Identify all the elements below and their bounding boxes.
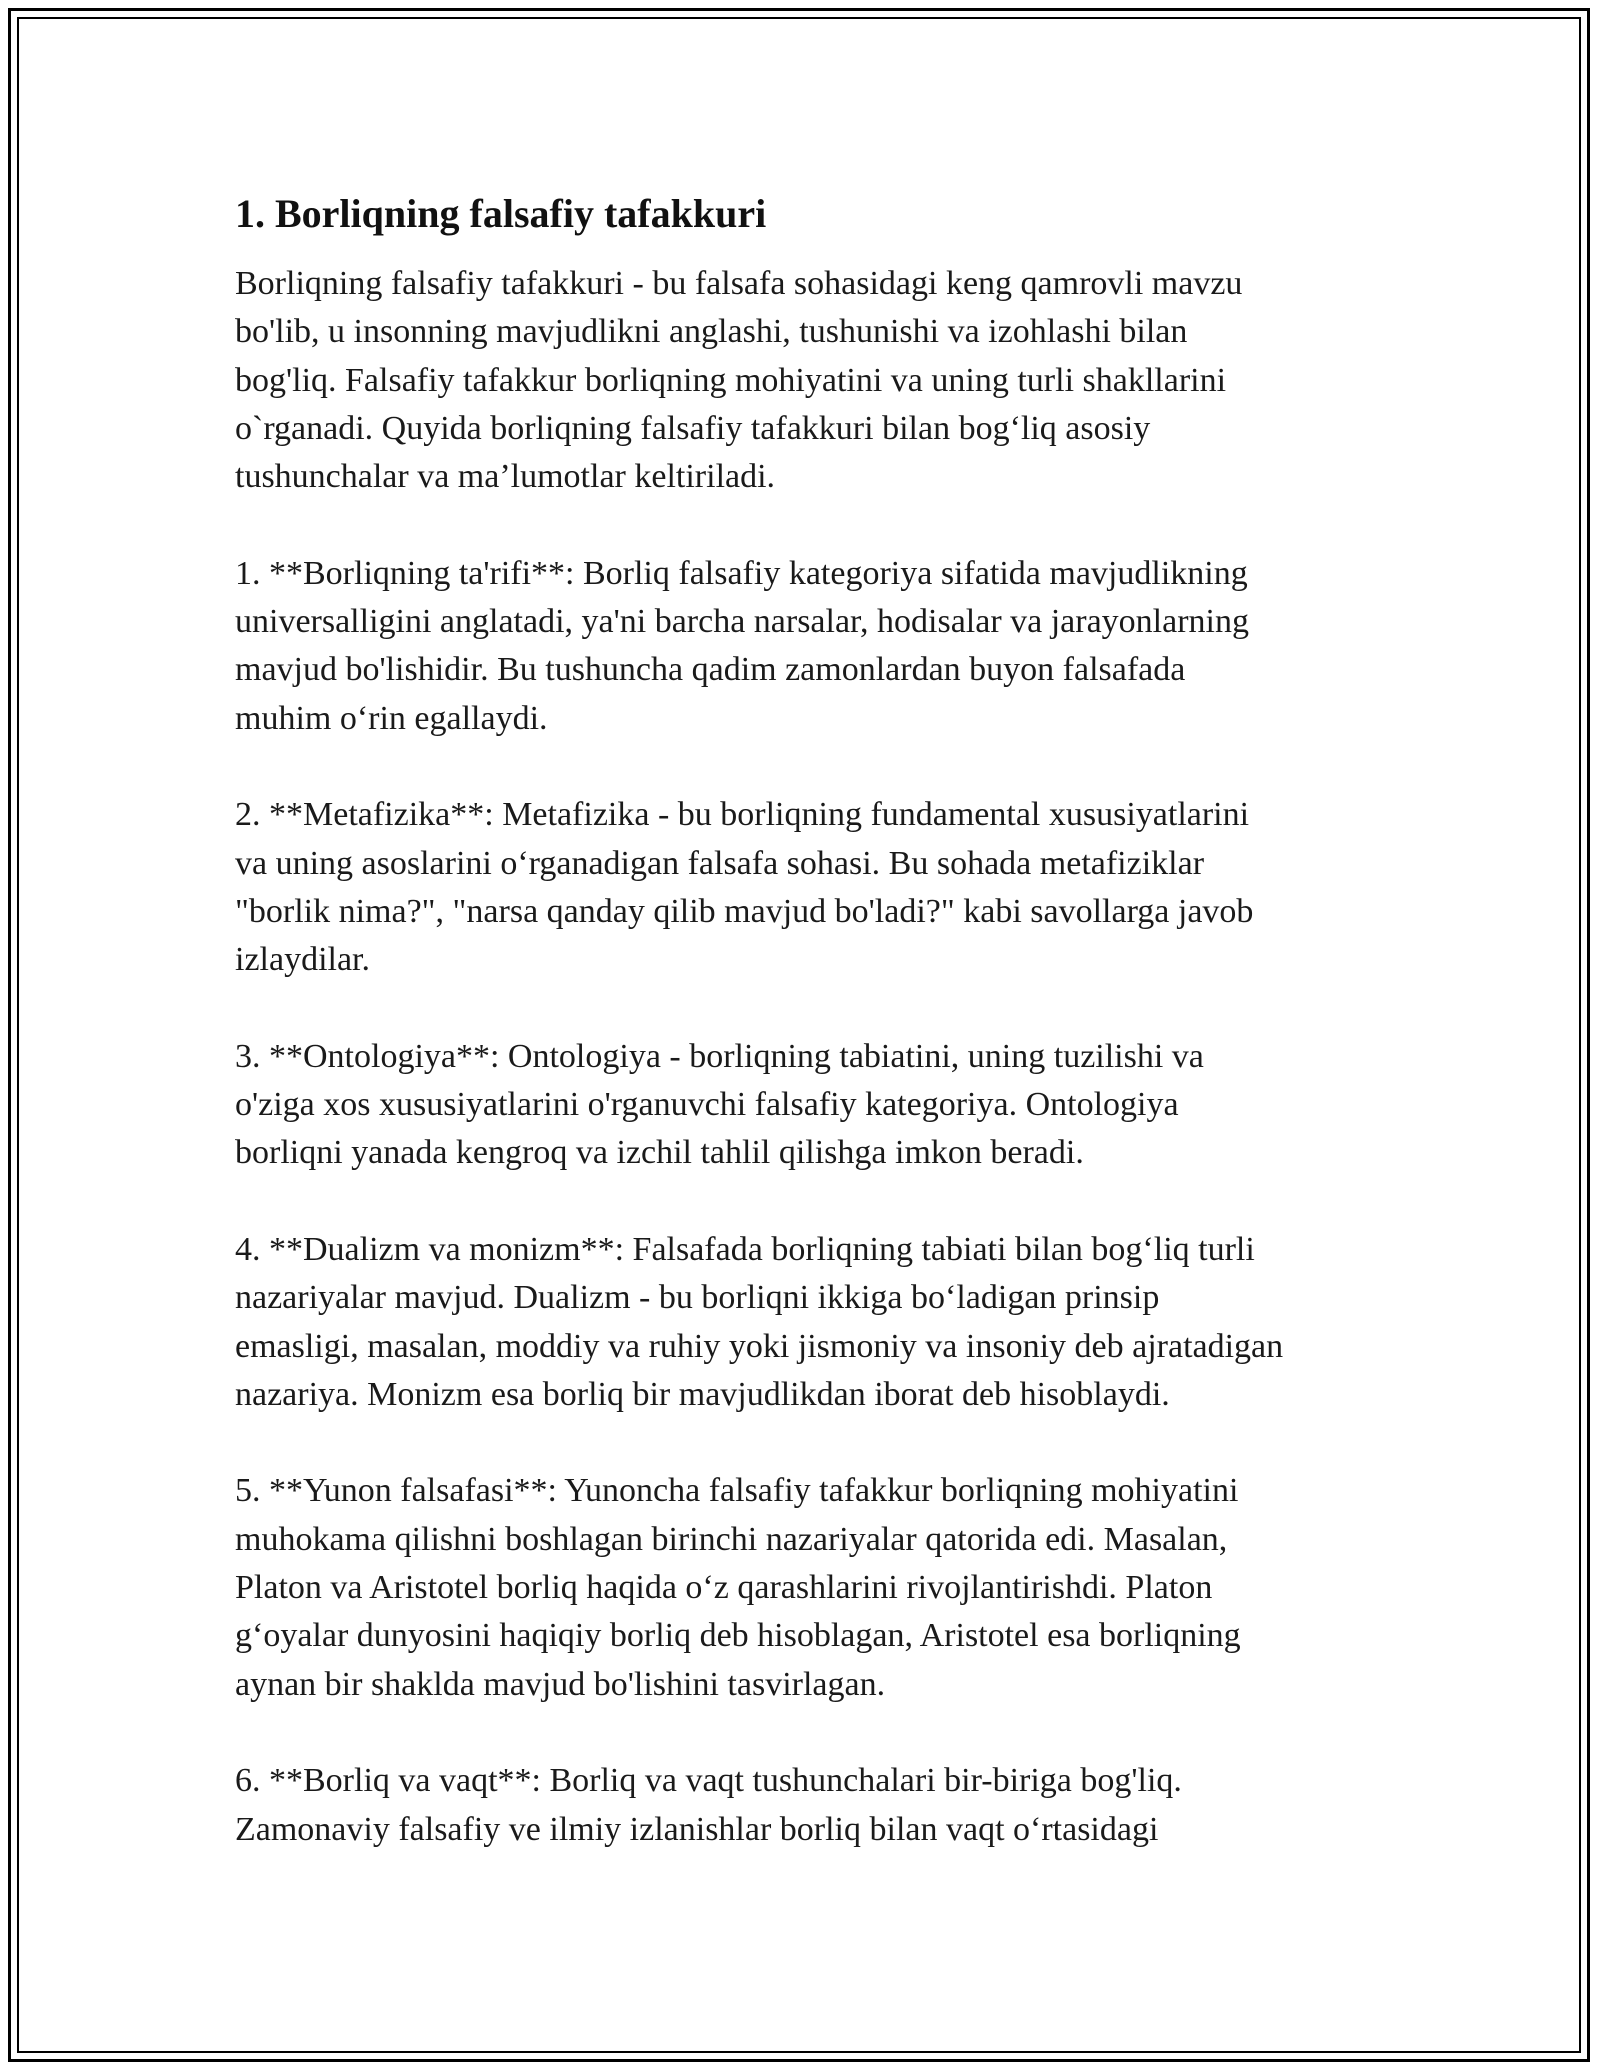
- text-line: va uning asoslarini o‘rganadigan falsafa sohasi. Bu sohada metafiziklar: [235, 844, 1205, 882]
- text-line: emasligi, masalan, moddiy va ruhiy yoki jismoniy va insoniy deb ajratadigan: [235, 1327, 1284, 1365]
- text-line: 1. **Borliqning ta'rifi**: Borliq falsafiy kategoriya sifatida mavjudlikning: [235, 554, 1248, 592]
- text-line: nazariyalar mavjud. Dualizm - bu borliqni ikkiga bo‘ladigan prinsip: [235, 1279, 1160, 1317]
- text-line: borliqni yanada kengroq va izchil tahlil qilishga imkon beradi.: [235, 1134, 1084, 1172]
- text-line: nazariya. Monizm esa borliq bir mavjudlikdan iborat deb hisoblaydi.: [235, 1375, 1170, 1413]
- document-body: [235, 188, 1375, 1902]
- text-line: Platon va Aristotel borliq haqida o‘z qarashlarini rivojlantirishdi. Platon: [235, 1569, 1213, 1607]
- text-line: mavjud bo'lishidir. Bu tushuncha qadim zamonlardan buyon falsafada: [235, 651, 1186, 689]
- section-heading: 1. Borliqning falsafiy tafakkuri: [235, 191, 767, 236]
- text-line: aynan bir shaklda mavjud bo'lishini tasvirlagan.: [235, 1665, 886, 1703]
- text-line: izlaydilar.: [235, 941, 371, 979]
- text-line: 4. **Dualizm va monizm**: Falsafada borliqning tabiati bilan bog‘liq turli: [235, 1230, 1255, 1268]
- text-line: o'ziga xos xususiyatlarini o'rganuvchi falsafiy kategoriya. Ontologiya: [235, 1086, 1179, 1124]
- text-line: g‘oyalar dunyosini haqiqiy borliq deb hisoblagan, Aristotel esa borliqning: [235, 1617, 1241, 1655]
- text-line: 5. **Yunon falsafasi**: Yunoncha falsafiy tafakkur borliqning mohiyatini: [235, 1472, 1239, 1510]
- list-item-paragraph: [235, 1226, 1375, 1419]
- text-line: 6. **Borliq va vaqt**: Borliq va vaqt tushunchalari bir-biriga bog'liq.: [235, 1762, 1182, 1800]
- text-line: 3. **Ontologiya**: Ontologiya - borliqning tabiatini, uning tuzilishi va: [235, 1037, 1204, 1075]
- text-line: 2. **Metafizika**: Metafizika - bu borliqning fundamental xususiyatlarini: [235, 796, 1250, 834]
- list-item-paragraph: [235, 550, 1375, 743]
- list-item-paragraph: [235, 1033, 1375, 1178]
- list-item-paragraph: [235, 791, 1375, 984]
- text-line: muhokama qilishni boshlagan birinchi nazariyalar qatorida edi. Masalan,: [235, 1520, 1228, 1558]
- text-line: bog'liq. Falsafiy tafakkur borliqning mohiyatini va uning turli shakllarini: [235, 361, 1227, 399]
- text-line: Zamonaviy falsafiy ve ilmiy izlanishlar borliq bilan vaqt o‘rtasidagi: [235, 1810, 1159, 1848]
- text-line: Borliqning falsafiy tafakkuri - bu falsafa sohasidagi keng qamrovli mavzu: [235, 265, 1243, 302]
- text-line: o`rganadi. Quyida borliqning falsafiy tafakkuri bilan bog‘liq asosiy: [235, 409, 1151, 447]
- text-line: muhim o‘rin egallaydi.: [235, 699, 548, 737]
- text-line: bo'lib, u insonning mavjudlikni anglashi, tushunishi va izohlashi bilan: [235, 313, 1188, 351]
- intro-paragraph: [235, 260, 1375, 501]
- text-line: tushunchalar va ma’lumotlar keltiriladi.: [235, 458, 776, 496]
- list-item-paragraph: [235, 1467, 1375, 1708]
- text-line: "borlik nima?", "narsa qanday qilib mavjud bo'ladi?" kabi savollarga javob: [235, 892, 1254, 930]
- text-line: universalligini anglatadi, ya'ni barcha narsalar, hodisalar va jarayonlarning: [235, 603, 1249, 641]
- list-item-paragraph: [235, 1757, 1375, 1854]
